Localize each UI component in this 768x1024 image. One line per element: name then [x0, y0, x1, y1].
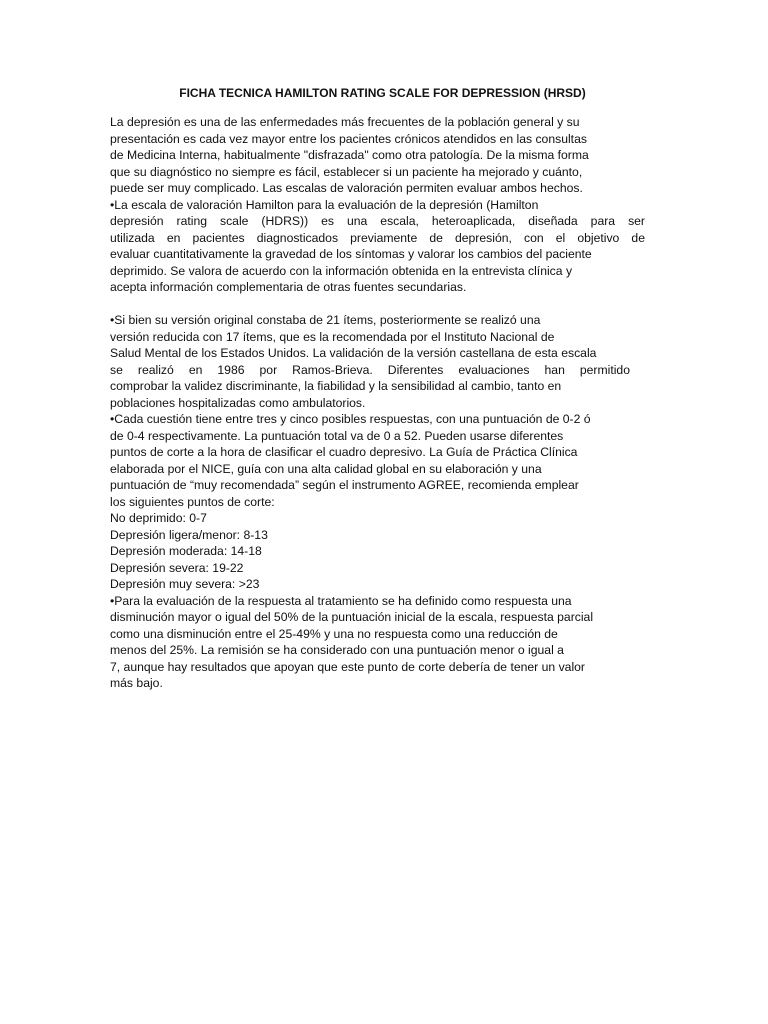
- text-line: disminución mayor o igual del 50% de la puntuación inicial de la escala, respuesta parcial: [110, 610, 594, 624]
- text-line: Salud Mental de los Estados Unidos. La validación de la versión castellana de esta escala: [110, 346, 597, 360]
- document-title: FICHA TECNICA HAMILTON RATING SCALE FOR DEPRESSION (HRSD): [179, 86, 586, 100]
- cutoff-item: Depresión ligera/menor: 8-13: [110, 527, 268, 542]
- document-page: [110, 85, 655, 692]
- text-line: menos del 25%. La remisión se ha considerado con una puntuación menor o igual a: [110, 643, 564, 657]
- text-line: acepta información complementaria de otras fuentes secundarias.: [110, 280, 467, 294]
- text-line: poblaciones hospitalizadas como ambulatorios.: [110, 395, 366, 410]
- text-line: puntuación de “muy recomendada” según el instrumento AGREE, recomienda emplear: [110, 478, 579, 492]
- text-line: La depresión es una de las enfermedades más frecuentes de la población general y su: [110, 115, 580, 129]
- text-line: •Si bien su versión original constaba de 21 ítems, posteriormente se realizó una: [110, 313, 541, 327]
- text-line: •Cada cuestión tiene entre tres y cinco posibles respuestas, con una puntuación de 0-2 ó: [110, 412, 591, 426]
- paragraph-hamilton-scale: [110, 197, 655, 296]
- justified-block: [110, 362, 655, 379]
- cutoff-list: [110, 510, 655, 593]
- text-line: elaborada por el NICE, guía con una alta calidad global en su elaboración y una: [110, 461, 542, 476]
- cutoff-item: Depresión muy severa: >23: [110, 577, 260, 591]
- paragraph-treatment-response: [110, 593, 655, 692]
- text-line: •La escala de valoración Hamilton para la evaluación de la depresión (Hamilton: [110, 197, 539, 212]
- text-line: de Medicina Interna, habitualmente "disfrazada" como otra patología. De la misma forma: [110, 148, 589, 162]
- paragraph-scoring: [110, 411, 655, 510]
- cutoff-item: Depresión moderada: 14-18: [110, 544, 262, 558]
- text-line: que su diagnóstico no siempre es fácil, establecer si un paciente ha mejorado y cuánto,: [110, 164, 583, 179]
- text-line: de 0-4 respectivamente. La puntuación total va de 0 a 52. Pueden usarse diferentes: [110, 428, 564, 443]
- text-line: comprobar la validez discriminante, la fiabilidad y la sensibilidad al cambio, tanto en: [110, 379, 562, 393]
- text-line: puede ser muy complicado. Las escalas de valoración permiten evaluar ambos hechos.: [110, 181, 583, 195]
- text-line: más bajo.: [110, 676, 163, 690]
- text-line: deprimido. Se valora de acuerdo con la información obtenida en la entrevista clínica y: [110, 263, 573, 278]
- text-line: como una disminución entre el 25-49% y una no respuesta como una reducción de: [110, 626, 558, 641]
- text-line: los siguientes puntos de corte:: [110, 494, 275, 509]
- paragraph-intro: [110, 114, 655, 197]
- cutoff-item: No deprimido: 0-7: [110, 511, 207, 525]
- paragraph-versions: [110, 312, 655, 411]
- cutoff-item: Depresión severa: 19-22: [110, 560, 244, 575]
- justified-block: [110, 213, 655, 246]
- text-line: puntos de corte a la hora de clasificar el cuadro depresivo. La Guía de Práctica Clínica: [110, 445, 578, 459]
- text-line: presentación es cada vez mayor entre los pacientes crónicos atendidos en las consultas: [110, 131, 587, 146]
- text-line: utilizada en pacientes diagnosticados previamente de depresión, con el objetivo de: [110, 230, 645, 245]
- text-line: se realizó en 1986 por Ramos-Brieva. Diferentes evaluaciones han permitido: [110, 362, 630, 377]
- text-line: versión reducida con 17 ítems, que es la recomendada por el Instituto Nacional de: [110, 329, 555, 344]
- text-line: •Para la evaluación de la respuesta al tratamiento se ha definido como respuesta una: [110, 593, 572, 608]
- paragraph-gap: [110, 296, 655, 313]
- text-line: 7, aunque hay resultados que apoyan que este punto de corte debería de tener un valor: [110, 659, 585, 674]
- text-line: depresión rating scale (HDRS)) es una escala, heteroaplicada, diseñada para ser: [110, 214, 645, 228]
- text-line: evaluar cuantitativamente la gravedad de los síntomas y valorar los cambios del paciente: [110, 247, 592, 261]
